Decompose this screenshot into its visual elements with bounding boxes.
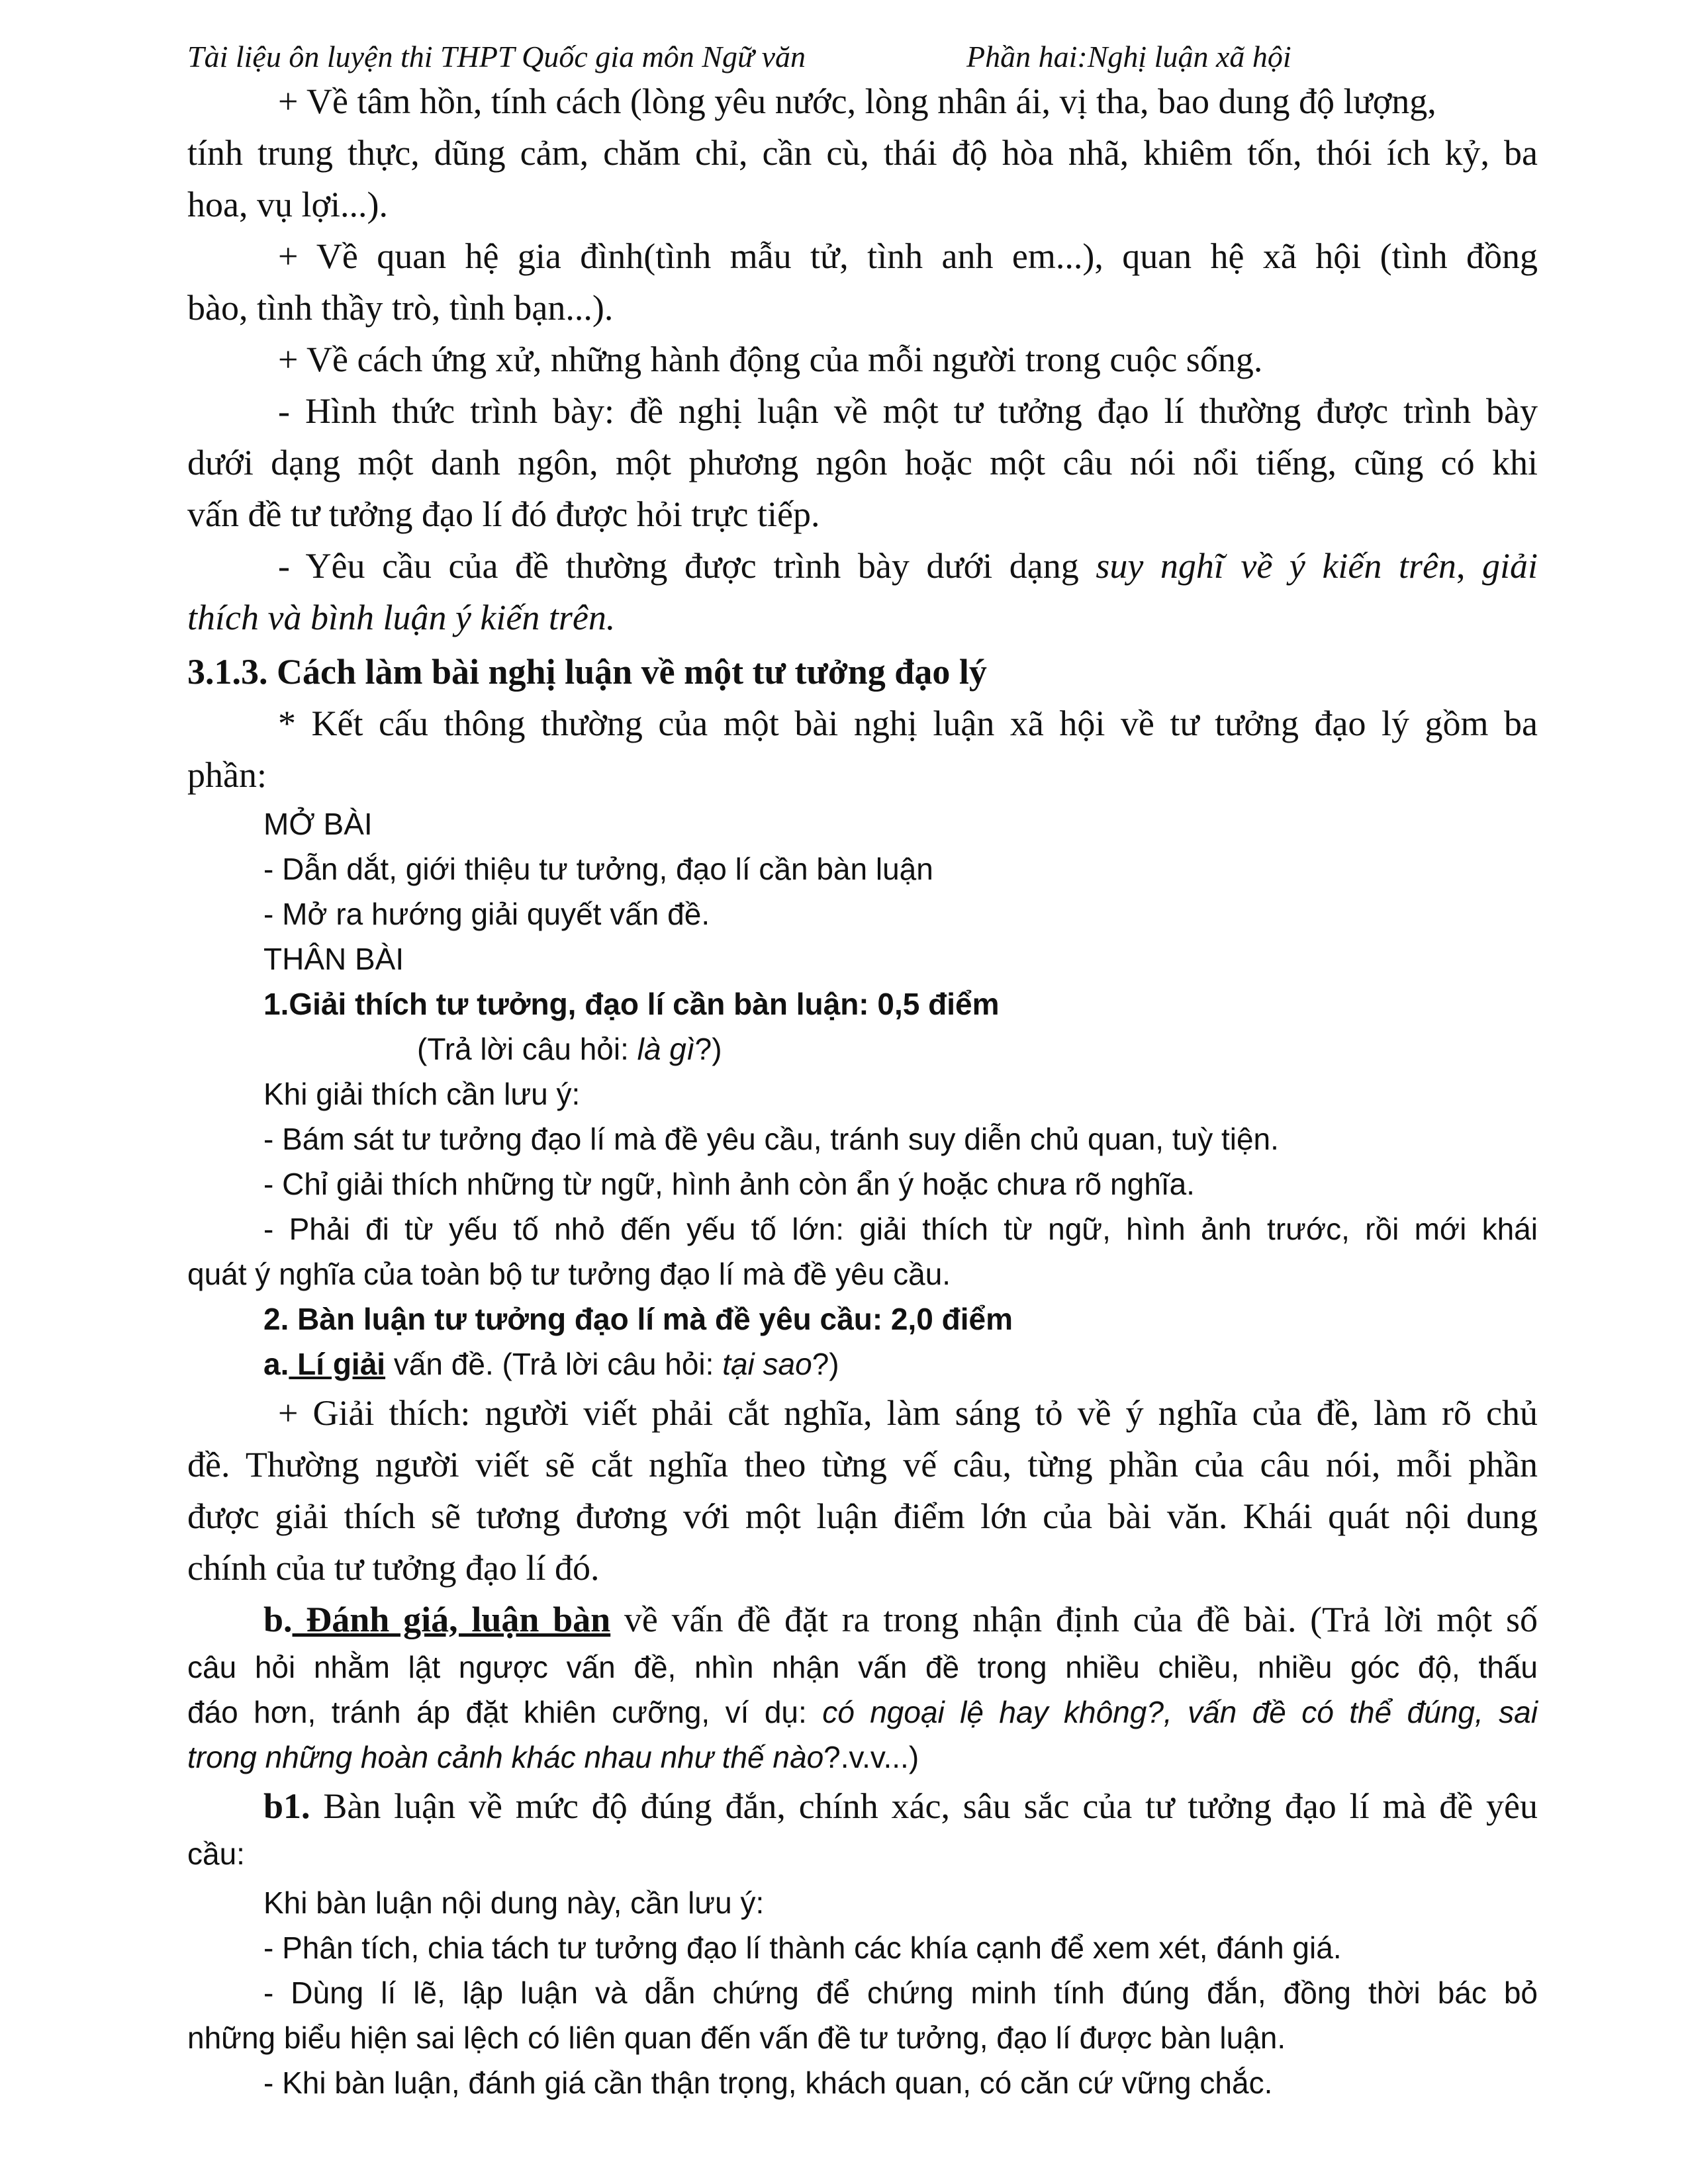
explain-item-3-line1: - Phải đi từ yếu tố nhỏ đến yếu tố lớn: giải thích từ ngữ, hình ảnh trước, rồi mới khái bbox=[263, 1212, 1538, 1246]
p5-italic-1: suy nghĩ về ý kiến trên bbox=[1096, 546, 1456, 586]
note-italic: là gì bbox=[637, 1032, 695, 1066]
p5-comma: , bbox=[1456, 546, 1482, 586]
section-b-line3-text: đáo hơn, tránh áp đặt khiên cưỡng, ví dụ: bbox=[187, 1695, 823, 1729]
header-right: Phần hai:Nghị luận xã hội bbox=[966, 40, 1291, 73]
section-b1-line2: cầu: bbox=[187, 1837, 245, 1871]
section-b-text: về vấn đề đặt ra trong nhận định của đề bài. (Trả lời một số bbox=[610, 1600, 1538, 1639]
p2-line2: bào, tình thầy trò, tình bạn...). bbox=[187, 288, 614, 328]
p1-line3: hoa, vụ lợi...). bbox=[187, 185, 389, 224]
mo-bai-title: MỞ BÀI bbox=[263, 807, 373, 841]
mo-bai-item-1: - Dẫn dắt, giới thiệu tư tưởng, đạo lí cần bàn luận bbox=[263, 852, 933, 886]
note-prefix: (Trả lời câu hỏi: bbox=[417, 1032, 637, 1066]
explain-item-1: - Bám sát tư tưởng đạo lí mà đề yêu cầu, tránh suy diễn chủ quan, tuỳ tiện. bbox=[263, 1122, 1279, 1156]
section-a-line bbox=[263, 1341, 839, 1387]
section-a-label: a. bbox=[263, 1347, 289, 1381]
p4-line3: vấn đề tư tưởng đạo lí đó được hỏi trực tiếp. bbox=[187, 494, 820, 534]
section-b-line3 bbox=[187, 1689, 1538, 1735]
header-left: Tài liệu ôn luyện thi THPT Quốc gia môn Ngữ văn bbox=[187, 40, 806, 73]
p5-line1 bbox=[278, 543, 1538, 589]
section-b1-text: Bàn luận về mức độ đúng đắn, chính xác, sâu sắc của tư tưởng đạo lí mà đề yêu bbox=[310, 1786, 1538, 1826]
p1-line2: tính trung thực, dũng cảm, chăm chỉ, cần cù, thái độ hòa nhã, khiêm tốn, thói ích kỷ, ba bbox=[187, 133, 1538, 173]
section-title: 3.1.3. Cách làm bài nghị luận về một tư tưởng đạo lý bbox=[187, 652, 987, 692]
p3-line1: + Về cách ứng xử, những hành động của mỗi người trong cuộc sống. bbox=[278, 340, 1263, 379]
section-b-line4-italic: trong những hoàn cảnh khác nhau như thế nào bbox=[187, 1740, 824, 1774]
than-bai-heading-1-note bbox=[417, 1026, 722, 1072]
p5-text: - Yêu cầu của đề thường được trình bày dưới dạng bbox=[278, 546, 1096, 586]
p5-line2: thích và bình luận ý kiến trên. bbox=[187, 598, 616, 637]
section-a-title: Lí giải bbox=[289, 1347, 386, 1381]
section-b-line4-end: ?.v.v...) bbox=[823, 1740, 919, 1774]
p2-line1: + Về quan hệ gia đình(tình mẫu tử, tình anh em...), quan hệ xã hội (tình đồng bbox=[278, 236, 1538, 276]
section-b-title: Đánh giá, luận bàn bbox=[292, 1600, 611, 1639]
section-b1-line1 bbox=[263, 1783, 1538, 1829]
section-b-line3-italic: có ngoại lệ hay không?, vấn đề có thể đúng, sai bbox=[822, 1695, 1538, 1729]
g-line1: + Giải thích: người viết phải cắt nghĩa, làm sáng tỏ về ý nghĩa của đề, làm rõ chủ bbox=[278, 1393, 1538, 1433]
explain-note: Khi giải thích cần lưu ý: bbox=[263, 1077, 581, 1111]
p6-line1: * Kết cấu thông thường của một bài nghị luận xã hội về tư tưởng đạo lý gồm ba bbox=[278, 704, 1538, 743]
mo-bai-item-2: - Mở ra hướng giải quyết vấn đề. bbox=[263, 897, 710, 931]
section-b-line2: câu hỏi nhằm lật ngược vấn đề, nhìn nhận vấn đề trong nhiều chiều, nhiều góc độ, thấu bbox=[187, 1650, 1538, 1684]
p4-line2: dưới dạng một danh ngôn, một phương ngôn hoặc một câu nói nổi tiếng, cũng có khi bbox=[187, 443, 1538, 482]
section-a-end: ?) bbox=[812, 1347, 839, 1381]
p1-line1: + Về tâm hồn, tính cách (lòng yêu nước, lòng nhân ái, vị tha, bao dung độ lượng, bbox=[278, 81, 1436, 121]
section-b-label: b. bbox=[263, 1600, 293, 1639]
section-b-line4 bbox=[187, 1734, 919, 1780]
p4-line1: - Hình thức trình bày: đề nghị luận về một tư tưởng đạo lí thường được trình bày bbox=[278, 391, 1538, 431]
section-b1-label: b1. bbox=[263, 1786, 310, 1826]
than-bai-title: THÂN BÀI bbox=[263, 942, 404, 976]
b1-item-2-line2: những biểu hiện sai lệch có liên quan đến vấn đề tư tưởng, đạo lí được bàn luận. bbox=[187, 2021, 1286, 2055]
than-bai-heading-2: 2. Bàn luận tư tưởng đạo lí mà đề yêu cầu: 2,0 điểm bbox=[263, 1302, 1013, 1336]
p5-italic-2: giải bbox=[1482, 546, 1538, 586]
explain-item-3-line2: quát ý nghĩa của toàn bộ tư tưởng đạo lí mà đề yêu cầu. bbox=[187, 1257, 951, 1291]
b1-item-3: - Khi bàn luận, đánh giá cần thận trọng, khách quan, có căn cứ vững chắc. bbox=[263, 2066, 1273, 2100]
section-b-line1 bbox=[263, 1596, 1538, 1643]
b1-item-2-line1: - Dùng lí lẽ, lập luận và dẫn chứng để chứng minh tính đúng đắn, đồng thời bác bỏ bbox=[263, 1976, 1538, 2010]
section-a-italic: tại sao bbox=[722, 1347, 812, 1381]
g-line3: được giải thích sẽ tương đương với một luận điểm lớn của bài văn. Khái quát nội dung bbox=[187, 1496, 1538, 1536]
than-bai-heading-1: 1.Giải thích tư tưởng, đạo lí cần bàn luận: 0,5 điểm bbox=[263, 987, 1000, 1021]
note-suffix: ?) bbox=[694, 1032, 722, 1066]
g-line4: chính của tư tưởng đạo lí đó. bbox=[187, 1548, 600, 1588]
b1-note: Khi bàn luận nội dung này, cần lưu ý: bbox=[263, 1886, 765, 1920]
section-a-text: vấn đề. (Trả lời câu hỏi: bbox=[385, 1347, 723, 1381]
g-line2: đề. Thường người viết sẽ cắt nghĩa theo từng vế câu, từng phần của câu nói, mỗi phần bbox=[187, 1445, 1538, 1484]
explain-item-2: - Chỉ giải thích những từ ngữ, hình ảnh còn ẩn ý hoặc chưa rõ nghĩa. bbox=[263, 1167, 1195, 1201]
b1-item-1: - Phân tích, chia tách tư tưởng đạo lí thành các khía cạnh để xem xét, đánh giá. bbox=[263, 1931, 1342, 1965]
p6-line2: phần: bbox=[187, 755, 267, 795]
